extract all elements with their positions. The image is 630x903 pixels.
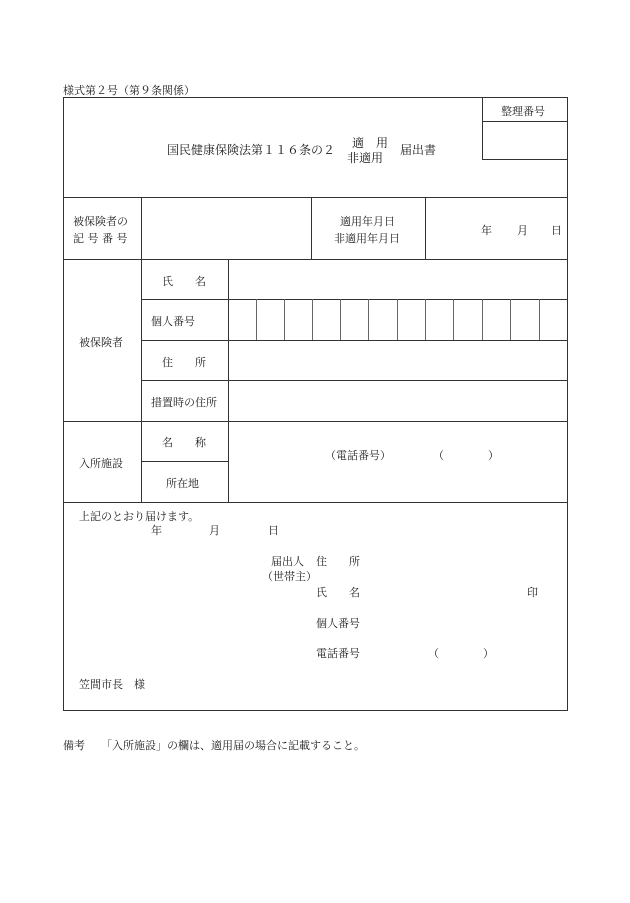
- seiri-box-left: [482, 97, 483, 160]
- digit-divider: [312, 299, 313, 340]
- declaration-month: 月: [209, 524, 220, 537]
- digit-divider: [256, 299, 257, 340]
- facility-phone-label: （電話番号）: [325, 449, 391, 462]
- addressee: 笠間市長 様: [79, 678, 145, 691]
- apply-date-day: 日: [551, 224, 562, 237]
- insured-address-label: 住 所: [162, 356, 206, 369]
- row1-col-divider-b: [311, 197, 312, 259]
- household-head-label: （世帯主）: [262, 570, 317, 583]
- notifier-my-number-field[interactable]: [370, 613, 560, 629]
- declaration-text: 上記のとおり届けます。: [79, 510, 200, 523]
- row1-col-divider-c: [425, 197, 426, 259]
- insured-row-divider-2: [141, 340, 568, 341]
- notifier-phone-paren: （ ）: [428, 647, 494, 660]
- declaration-day: 日: [268, 524, 279, 537]
- apply-date-label: 適用年月日: [340, 215, 395, 228]
- form-label: 様式第２号（第９条関係）: [63, 84, 195, 97]
- kigo-label-line1: 被保険者の: [73, 215, 128, 228]
- digit-divider: [539, 299, 540, 340]
- digit-divider: [284, 299, 285, 340]
- insured-my-number-label: 個人番号: [151, 315, 195, 328]
- kigo-bango-field[interactable]: [143, 199, 309, 257]
- apply-date-month: 月: [517, 224, 528, 237]
- facility-phone-paren: （ ）: [433, 449, 499, 462]
- facility-row-divider: [141, 461, 228, 462]
- insured-name-label: 氏 名: [162, 275, 206, 288]
- insured-address-field[interactable]: [230, 342, 566, 379]
- declaration-year: 年: [151, 524, 162, 537]
- notifier-name-label: 氏 名: [316, 586, 360, 599]
- facility-group-label: 入所施設: [79, 457, 123, 470]
- digit-divider: [397, 299, 398, 340]
- notifier-name-field[interactable]: [370, 582, 520, 598]
- digit-divider: [340, 299, 341, 340]
- title-suffix: 届出書: [400, 143, 437, 157]
- insured-my-number-field[interactable]: [230, 301, 566, 339]
- digit-divider: [368, 299, 369, 340]
- digit-divider: [482, 299, 483, 340]
- seal-label: 印: [527, 586, 538, 599]
- seiri-bango-label: 整理番号: [501, 105, 545, 118]
- insured-group-label: 被保険者: [79, 336, 123, 349]
- insured-measure-address-label: 措置時の住所: [151, 396, 217, 409]
- notifier-address-label: 住 所: [316, 555, 360, 568]
- insured-row-divider-3: [141, 380, 568, 381]
- digit-divider: [425, 299, 426, 340]
- title-option-nonapply: 非適用: [347, 151, 384, 165]
- seiri-box-bottom: [482, 159, 568, 160]
- apply-date-field[interactable]: [427, 199, 566, 257]
- facility-location-label: 所在地: [166, 477, 199, 490]
- row-divider-1: [63, 197, 568, 198]
- notifier-my-number-label: 個人番号: [316, 617, 360, 630]
- facility-name-label: 名 称: [162, 436, 206, 449]
- insured-row-divider-1: [141, 299, 568, 300]
- seiri-box-divider: [482, 121, 568, 122]
- kigo-label-line2: 記 号 番 号: [73, 232, 128, 245]
- facility-label-divider: [228, 421, 229, 502]
- digit-divider: [510, 299, 511, 340]
- title-option-apply: 適 用: [352, 136, 389, 150]
- facility-field[interactable]: [230, 423, 566, 500]
- insured-name-field[interactable]: [230, 261, 566, 298]
- notifier-phone-label: 電話番号: [316, 647, 360, 660]
- note-label: 備考: [63, 739, 85, 752]
- notifier-address-field[interactable]: [370, 551, 560, 567]
- row1-col-divider-a: [141, 197, 142, 259]
- note-text: 「入所施設」の欄は、適用届の場合に記載すること。: [101, 739, 365, 752]
- form-title: 国民健康保険法第１１６条の２: [167, 143, 336, 157]
- row-divider-4: [63, 502, 568, 503]
- row-divider-2: [63, 259, 568, 260]
- nonapply-date-label: 非適用年月日: [334, 232, 400, 245]
- apply-date-year: 年: [481, 224, 492, 237]
- insured-measure-address-field[interactable]: [230, 382, 566, 419]
- notifier-label: 届出人: [271, 555, 304, 568]
- digit-divider: [453, 299, 454, 340]
- row-divider-3: [63, 421, 568, 422]
- seiri-bango-field[interactable]: [484, 123, 566, 158]
